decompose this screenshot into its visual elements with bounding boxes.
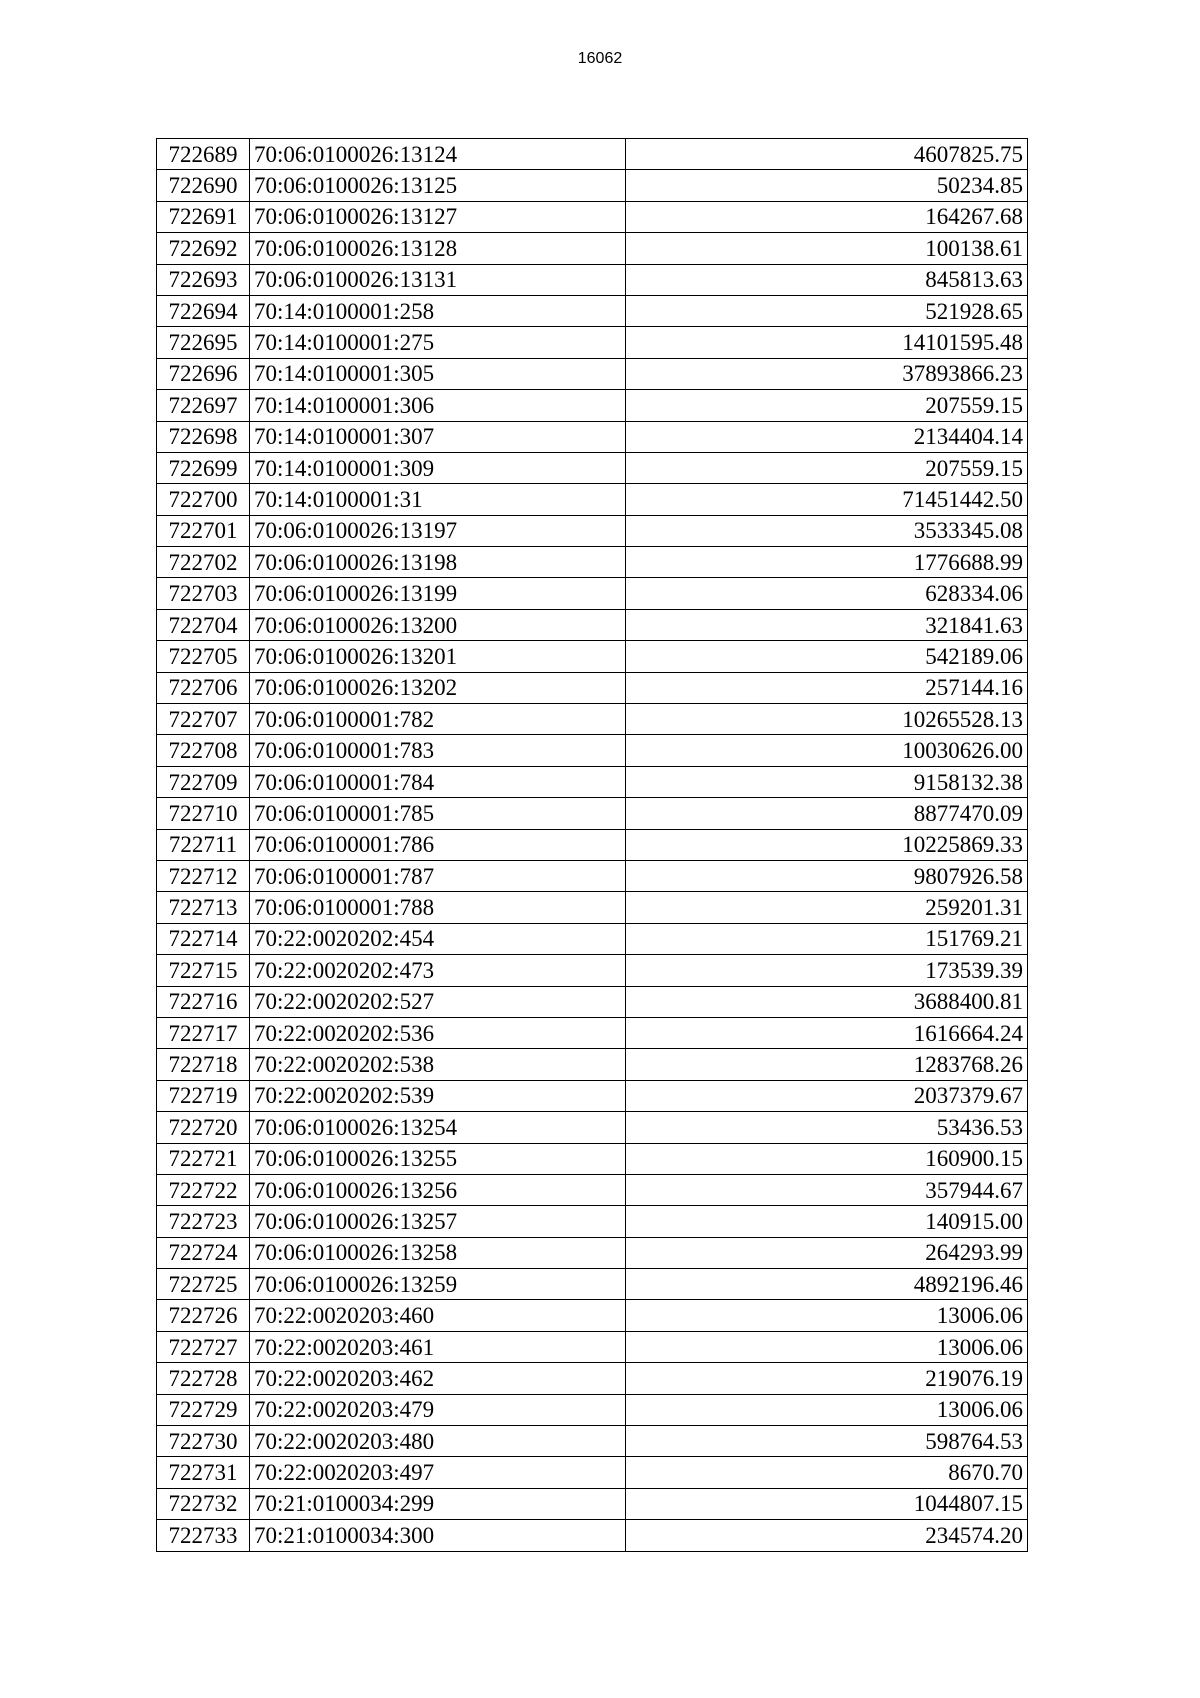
cadastral-number-cell: 70:06:0100026:13131 [250,264,626,295]
cadastral-number-cell: 70:22:0020203:461 [250,1331,626,1362]
row-id-cell: 722712 [157,860,250,891]
cadastral-number-cell: 70:06:0100001:785 [250,798,626,829]
table-row [157,1049,1028,1080]
table-row [157,1269,1028,1300]
value-cell: 521928.65 [626,295,1028,326]
cadastral-number-cell: 70:06:0100026:13200 [250,609,626,640]
row-id-cell: 722716 [157,986,250,1017]
value-cell: 3533345.08 [626,515,1028,546]
cadastral-number-cell: 70:06:0100026:13125 [250,170,626,201]
row-id-cell: 722726 [157,1300,250,1331]
table-row [157,1143,1028,1174]
table-row [157,1363,1028,1394]
row-id-cell: 722698 [157,421,250,452]
cadastral-number-cell: 70:22:0020203:497 [250,1457,626,1488]
value-cell: 10225869.33 [626,829,1028,860]
cadastral-number-cell: 70:14:0100001:275 [250,327,626,358]
table-row [157,766,1028,797]
cadastral-number-cell: 70:06:0100001:788 [250,892,626,923]
table-row [157,515,1028,546]
row-id-cell: 722710 [157,798,250,829]
value-cell: 140915.00 [626,1206,1028,1237]
cadastral-number-cell: 70:06:0100026:13198 [250,547,626,578]
cadastral-number-cell: 70:06:0100026:13197 [250,515,626,546]
cadastral-number-cell: 70:06:0100001:786 [250,829,626,860]
row-id-cell: 722731 [157,1457,250,1488]
table-row [157,609,1028,640]
table-row [157,295,1028,326]
table-row [157,1426,1028,1457]
row-id-cell: 722728 [157,1363,250,1394]
row-id-cell: 722721 [157,1143,250,1174]
table-row [157,735,1028,766]
cadastral-number-cell: 70:22:0020202:454 [250,923,626,954]
row-id-cell: 722694 [157,295,250,326]
table-row [157,1457,1028,1488]
page-number: 16062 [577,50,623,67]
cadastral-number-cell: 70:22:0020203:462 [250,1363,626,1394]
cadastral-number-cell: 70:22:0020203:479 [250,1394,626,1425]
row-id-cell: 722691 [157,201,250,232]
cadastral-number-cell: 70:14:0100001:307 [250,421,626,452]
value-cell: 2134404.14 [626,421,1028,452]
row-id-cell: 722695 [157,327,250,358]
row-id-cell: 722706 [157,672,250,703]
table-row [157,1488,1028,1519]
table-row [157,955,1028,986]
row-id-cell: 722693 [157,264,250,295]
value-cell: 3688400.81 [626,986,1028,1017]
value-cell: 4607825.75 [626,139,1028,170]
table-row [157,452,1028,483]
value-cell: 1776688.99 [626,547,1028,578]
cadastral-number-cell: 70:14:0100001:305 [250,358,626,389]
value-cell: 160900.15 [626,1143,1028,1174]
value-cell: 151769.21 [626,923,1028,954]
value-cell: 100138.61 [626,233,1028,264]
row-id-cell: 722729 [157,1394,250,1425]
row-id-cell: 722719 [157,1080,250,1111]
cadastral-number-cell: 70:06:0100026:13254 [250,1112,626,1143]
value-cell: 257144.16 [626,672,1028,703]
cadastral-number-cell: 70:06:0100001:784 [250,766,626,797]
cadastral-number-cell: 70:22:0020202:538 [250,1049,626,1080]
table-row [157,641,1028,672]
table-row [157,421,1028,452]
cadastral-number-cell: 70:21:0100034:300 [250,1520,626,1551]
table-row [157,829,1028,860]
cadastral-number-cell: 70:06:0100026:13258 [250,1237,626,1268]
cadastral-number-cell: 70:06:0100026:13128 [250,233,626,264]
row-id-cell: 722720 [157,1112,250,1143]
value-cell: 173539.39 [626,955,1028,986]
row-id-cell: 722732 [157,1488,250,1519]
row-id-cell: 722722 [157,1174,250,1205]
value-cell: 13006.06 [626,1300,1028,1331]
cadastral-number-cell: 70:06:0100026:13255 [250,1143,626,1174]
value-cell: 219076.19 [626,1363,1028,1394]
row-id-cell: 722697 [157,390,250,421]
table-row [157,1206,1028,1237]
value-cell: 71451442.50 [626,484,1028,515]
row-id-cell: 722709 [157,766,250,797]
cadastral-number-cell: 70:22:0020202:473 [250,955,626,986]
table-row [157,1331,1028,1362]
cadastral-number-cell: 70:06:0100026:13127 [250,201,626,232]
value-cell: 37893866.23 [626,358,1028,389]
value-cell: 598764.53 [626,1426,1028,1457]
value-cell: 13006.06 [626,1394,1028,1425]
value-cell: 9807926.58 [626,860,1028,891]
table-row [157,1520,1028,1551]
value-cell: 14101595.48 [626,327,1028,358]
row-id-cell: 722711 [157,829,250,860]
value-cell: 628334.06 [626,578,1028,609]
value-cell: 2037379.67 [626,1080,1028,1111]
table-row [157,1112,1028,1143]
row-id-cell: 722705 [157,641,250,672]
table-row [157,986,1028,1017]
cadastral-number-cell: 70:22:0020202:539 [250,1080,626,1111]
value-cell: 53436.53 [626,1112,1028,1143]
cadastral-number-cell: 70:06:0100001:783 [250,735,626,766]
table-row [157,170,1028,201]
value-cell: 8670.70 [626,1457,1028,1488]
table-row [157,1017,1028,1048]
cadastral-number-cell: 70:14:0100001:309 [250,452,626,483]
value-cell: 357944.67 [626,1174,1028,1205]
table-row [157,1394,1028,1425]
value-cell: 1616664.24 [626,1017,1028,1048]
table-row [157,704,1028,735]
table-row [157,264,1028,295]
value-cell: 845813.63 [626,264,1028,295]
table-row [157,139,1028,170]
value-cell: 50234.85 [626,170,1028,201]
table-row [157,892,1028,923]
table-row [157,484,1028,515]
table-row [157,1174,1028,1205]
row-id-cell: 722689 [157,139,250,170]
table-body [157,139,1028,1552]
table-row [157,327,1028,358]
value-cell: 4892196.46 [626,1269,1028,1300]
table-row [157,798,1028,829]
row-id-cell: 722707 [157,704,250,735]
value-cell: 1044807.15 [626,1488,1028,1519]
row-id-cell: 722718 [157,1049,250,1080]
cadastral-number-cell: 70:06:0100026:13202 [250,672,626,703]
row-id-cell: 722730 [157,1426,250,1457]
cadastral-number-cell: 70:14:0100001:258 [250,295,626,326]
table-row [157,201,1028,232]
cadastral-number-cell: 70:06:0100026:13259 [250,1269,626,1300]
row-id-cell: 722733 [157,1520,250,1551]
row-id-cell: 722714 [157,923,250,954]
cadastral-number-cell: 70:06:0100001:787 [250,860,626,891]
cadastral-number-cell: 70:22:0020203:480 [250,1426,626,1457]
row-id-cell: 722725 [157,1269,250,1300]
table-row [157,547,1028,578]
row-id-cell: 722696 [157,358,250,389]
cadastral-number-cell: 70:22:0020202:536 [250,1017,626,1048]
value-cell: 164267.68 [626,201,1028,232]
row-id-cell: 722690 [157,170,250,201]
cadastral-number-cell: 70:06:0100026:13257 [250,1206,626,1237]
value-cell: 13006.06 [626,1331,1028,1362]
row-id-cell: 722715 [157,955,250,986]
row-id-cell: 722713 [157,892,250,923]
value-cell: 264293.99 [626,1237,1028,1268]
value-cell: 10265528.13 [626,704,1028,735]
value-cell: 207559.15 [626,390,1028,421]
row-id-cell: 722708 [157,735,250,766]
table-row [157,1300,1028,1331]
row-id-cell: 722704 [157,609,250,640]
table-row [157,923,1028,954]
table-row [157,358,1028,389]
value-cell: 1283768.26 [626,1049,1028,1080]
cadastral-number-cell: 70:22:0020203:460 [250,1300,626,1331]
value-cell: 321841.63 [626,609,1028,640]
data-table [156,138,1028,1552]
value-cell: 207559.15 [626,452,1028,483]
value-cell: 10030626.00 [626,735,1028,766]
table-row [157,672,1028,703]
cadastral-number-cell: 70:06:0100026:13124 [250,139,626,170]
cadastral-number-cell: 70:06:0100026:13256 [250,1174,626,1205]
value-cell: 259201.31 [626,892,1028,923]
cadastral-number-cell: 70:21:0100034:299 [250,1488,626,1519]
cadastral-number-cell: 70:06:0100001:782 [250,704,626,735]
value-cell: 8877470.09 [626,798,1028,829]
cadastral-number-cell: 70:22:0020202:527 [250,986,626,1017]
row-id-cell: 722727 [157,1331,250,1362]
row-id-cell: 722699 [157,452,250,483]
row-id-cell: 722723 [157,1206,250,1237]
value-cell: 542189.06 [626,641,1028,672]
table-row [157,1237,1028,1268]
row-id-cell: 722692 [157,233,250,264]
row-id-cell: 722701 [157,515,250,546]
table-row [157,860,1028,891]
row-id-cell: 722702 [157,547,250,578]
table-row [157,578,1028,609]
table-row [157,233,1028,264]
table-row [157,390,1028,421]
row-id-cell: 722717 [157,1017,250,1048]
cadastral-number-cell: 70:06:0100026:13199 [250,578,626,609]
cadastral-number-cell: 70:14:0100001:306 [250,390,626,421]
row-id-cell: 722700 [157,484,250,515]
table-row [157,1080,1028,1111]
cadastral-number-cell: 70:14:0100001:31 [250,484,626,515]
value-cell: 234574.20 [626,1520,1028,1551]
cadastral-number-cell: 70:06:0100026:13201 [250,641,626,672]
row-id-cell: 722703 [157,578,250,609]
value-cell: 9158132.38 [626,766,1028,797]
row-id-cell: 722724 [157,1237,250,1268]
